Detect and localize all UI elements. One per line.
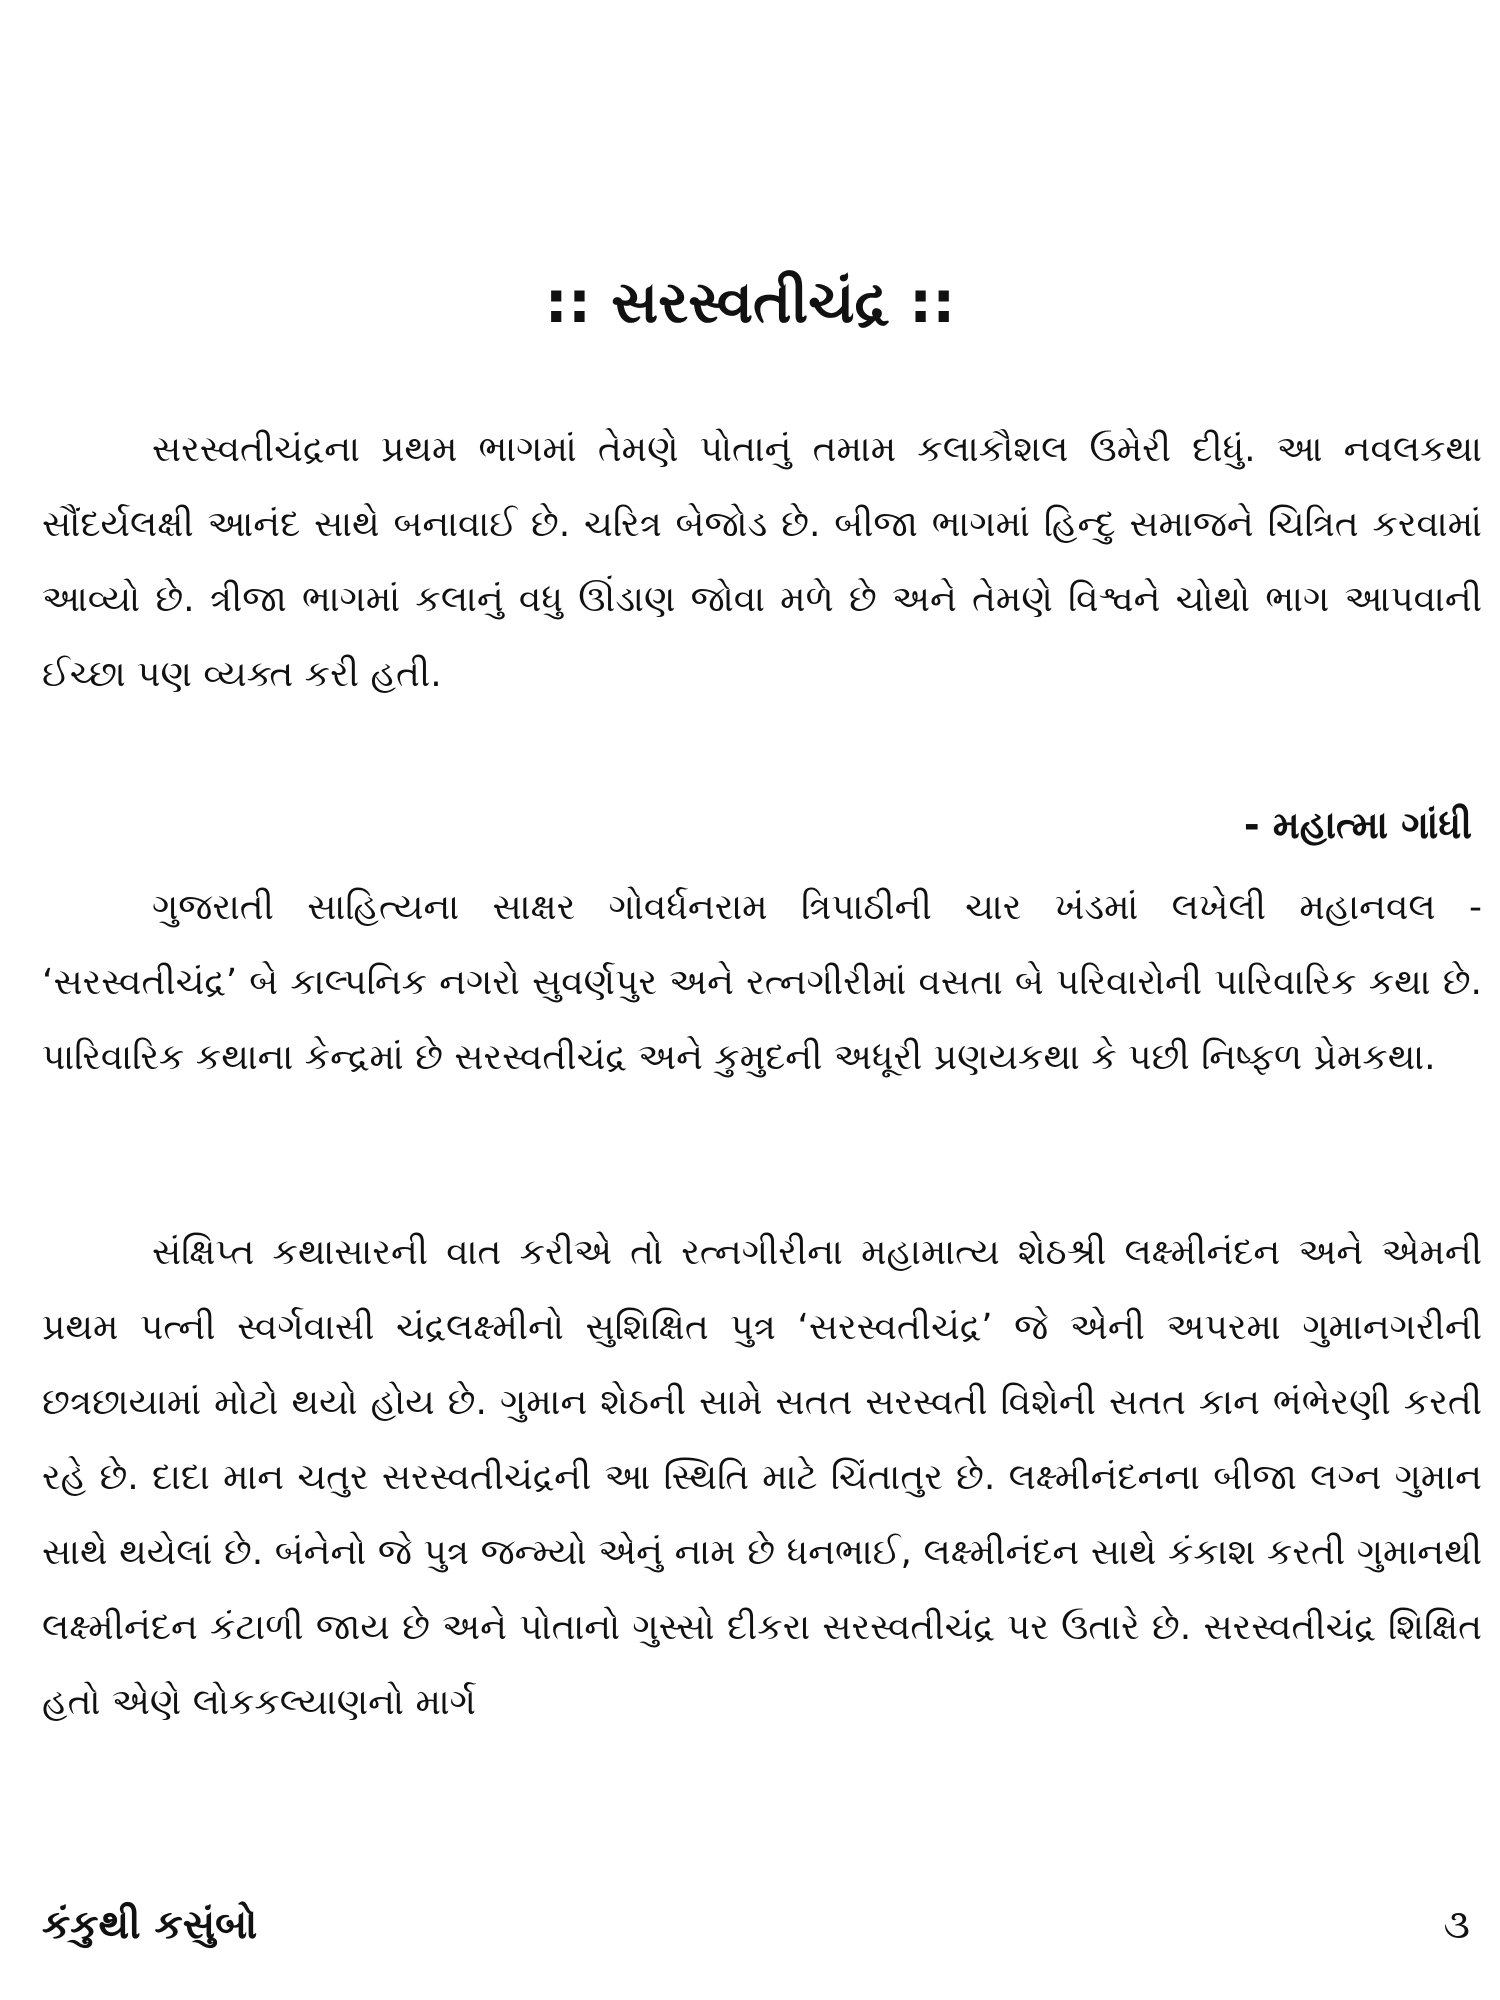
quote-attribution: - મહાત્મા ગાંધી [1243, 803, 1472, 847]
footer-book-title: કંકુથી કસુંબો [42, 1902, 258, 1948]
intro-paragraph: ગુજરાતી સાહિત્યના સાક્ષર ગોવર્ધનરામ ત્રિપાઠીની ચાર ખંડમાં લખેલી મહાનવલ - ‘સરસ્વતીચંદ્ર’ બે કાલ્પનિક નગરો સુવર્ણપુર અને રત્નગીરીમાં વસતા બે પરિવારોની પારિવારિક કથા છે. પારિવારિક કથાના કેન્દ્રમાં છે સરસ્વતીચંદ્ર અને કુમુદની અધૂરી પ્રણયકથા કે પછી નિષ્ફળ પ્રેમકથા. [42, 887, 1482, 1078]
page-number: ૩ [1443, 1902, 1470, 1948]
summary-paragraph: સંક્ષિપ્ત કથાસારની વાત કરીએ તો રત્નગીરીના મહામાત્ય શેઠશ્રી લક્ષ્મીનંદન અને એમની પ્રથમ પત્ની સ્વર્ગવાસી ચંદ્રલક્ષ્મીનો સુશિક્ષિત પુત્ર ‘સરસ્વતીચંદ્ર’ જે એની અપરમા ગુમાનગરીની છત્રછાયામાં મોટો થયો હોય છે. ગુમાન શેઠની સામે સતત સરસ્વતી વિશેની સતત કાન ભંભેરણી કરતી રહે છે. દાદા માન ચતુર સરસ્વતીચંદ્રની આ સ્થિતિ માટે ચિંતાતુર છે. લક્ષ્મીનંદનના બીજા લગ્ન ગુમાન સાથે થયેલાં છે. બંનેનો જે પુત્ર જન્મ્યો એનું નામ છે ધનભાઈ, લક્ષ્મીનંદન સાથે કંકાશ કરતી ગુમાનથી લક્ષ્મીનંદન કંટાળી જાય છે અને પોતાનો ગુસ્સો દીકરા સરસ્વતીચંદ્ર પર ઉતારે છે. સરસ્વતીચંદ્ર શિક્ષિત હતો એણે લોકકલ્યાણનો માર્ગ [42, 1232, 1482, 1723]
quote-paragraph: સરસ્વતીચંદ્રના પ્રથમ ભાગમાં તેમણે પોતાનું તમામ કલાકૌશલ ઉમેરી દીધું. આ નવલકથા સૌંદર્યલક્ષી આનંદ સાથે બનાવાઈ છે. ચરિત્ર બેજોડ છે. બીજા ભાગમાં હિન્દુ સમાજને ચિત્રિત કરવામાં આવ્યો છે. ત્રીજા ભાગમાં કલાનું વધુ ઊંડાણ જોવા મળે છે અને તેમણે વિશ્વને ચોથો ભાગ આપવાની ઈચ્છા પણ વ્યક્ત કરી હતી. [42, 429, 1482, 695]
page-title: :: સરસ્વતીચંદ્ર :: [544, 268, 956, 336]
